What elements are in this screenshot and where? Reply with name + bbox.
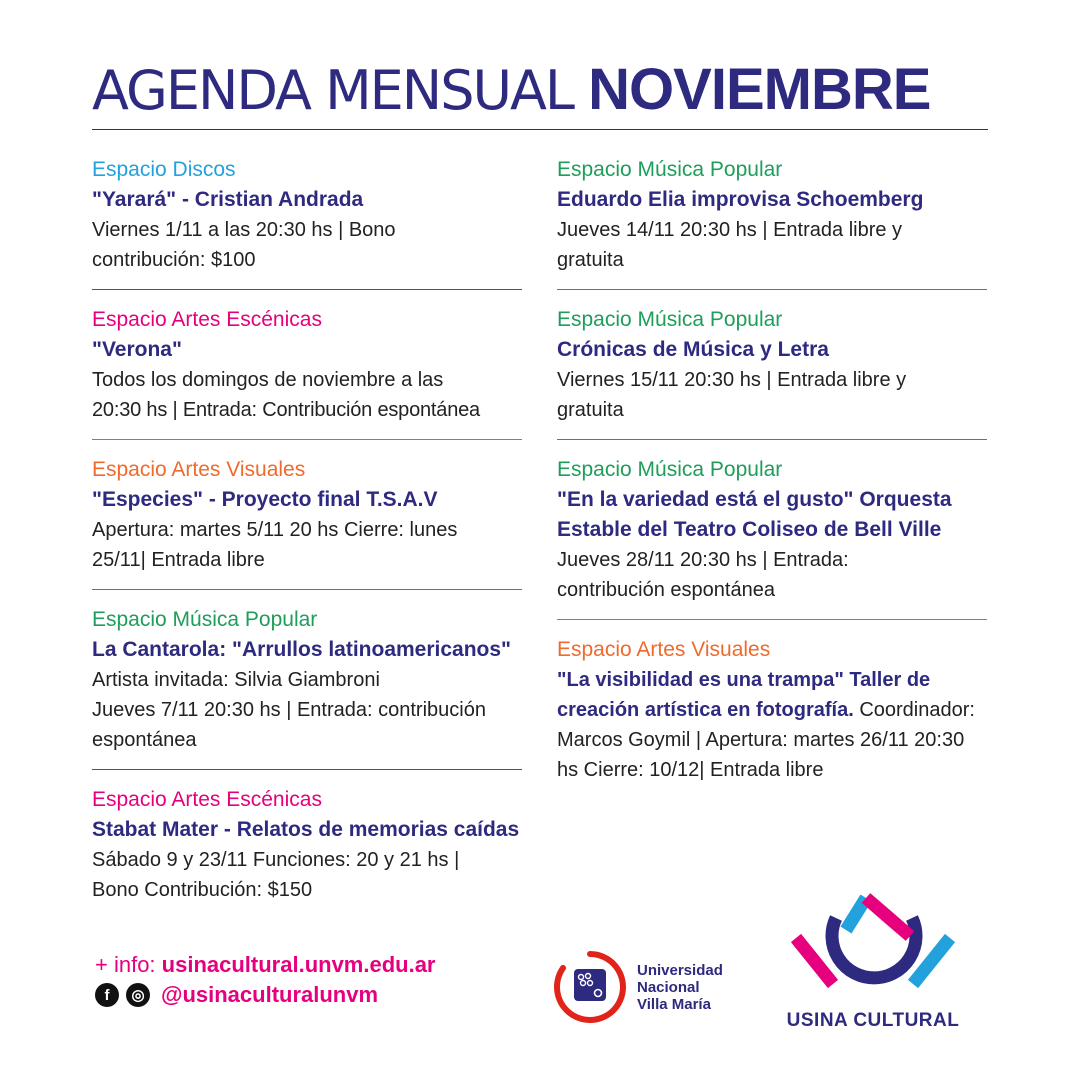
event-details: Viernes 1/11 a las 20:30 hs | Bono xyxy=(92,219,396,241)
event-details: Artista invitada: Silvia Giambroni xyxy=(92,669,380,691)
event-title: Crónicas de Música y Letra xyxy=(557,338,829,361)
event-title: "Especies" - Proyecto final T.S.A.V xyxy=(92,488,438,511)
info-line xyxy=(95,950,436,980)
event-item xyxy=(557,155,987,290)
event-item xyxy=(92,605,522,770)
event-item xyxy=(557,305,987,440)
unvm-line: Villa María xyxy=(637,995,711,1013)
event-title: "La visibilidad es una trampa" Taller de creación artística en fotografía. xyxy=(557,669,931,721)
event-category: Espacio Música Popular xyxy=(92,608,318,631)
events-column-left xyxy=(92,155,522,934)
page-title xyxy=(92,55,930,126)
event-details: gratuita xyxy=(557,399,624,421)
unvm-line: Nacional xyxy=(637,978,700,996)
event-details: Bono Contribución: $150 xyxy=(92,879,313,901)
event-title: Stabat Mater - Relatos de memorias caídas xyxy=(92,818,520,841)
event-category: Espacio Música Popular xyxy=(557,458,783,481)
event-item xyxy=(92,455,522,590)
title-divider xyxy=(92,129,988,130)
event-category: Espacio Artes Visuales xyxy=(92,458,306,481)
usina-wordmark: USINA CULTURAL xyxy=(786,1010,960,1031)
footer-contact xyxy=(95,950,436,1008)
social-handle[interactable]: @usinaculturalunvm xyxy=(161,982,379,1007)
event-category: Espacio Artes Escénicas xyxy=(92,788,322,811)
unvm-logo xyxy=(553,950,723,1024)
social-line xyxy=(95,982,436,1008)
info-label: + info: xyxy=(95,952,162,977)
event-details: Sábado 9 y 23/11 Funciones: 20 y 21 hs | xyxy=(92,849,460,871)
event-details: Todos los domingos de noviembre a las xyxy=(92,369,444,391)
event-title: "Verona" xyxy=(92,338,182,361)
event-details: Jueves 7/11 20:30 hs | Entrada: contribución xyxy=(92,699,486,721)
event-details: Jueves 14/11 20:30 hs | Entrada libre y xyxy=(557,219,903,241)
event-details: 25/11| Entrada libre xyxy=(92,549,265,571)
info-link[interactable]: usinacultural.unvm.edu.ar xyxy=(161,952,436,977)
event-details: Coordinador: Marcos Goymil | Apertura: martes 26/11 20:30 hs Cierre: 10/12| Entrada libre xyxy=(557,699,975,781)
unvm-wordmark xyxy=(637,962,723,1013)
event-category: Espacio Música Popular xyxy=(557,158,783,181)
event-details: contribución espontánea xyxy=(557,579,775,601)
event-details: Apertura: martes 5/11 20 hs Cierre: lunes xyxy=(92,519,458,541)
event-details: contribución: $100 xyxy=(92,249,256,271)
event-item xyxy=(92,305,522,440)
event-details: espontánea xyxy=(92,729,197,751)
title-month: NOVIEMBRE xyxy=(588,57,931,122)
event-item xyxy=(92,155,522,290)
event-category: Espacio Música Popular xyxy=(557,308,783,331)
event-category: Espacio Artes Visuales xyxy=(557,638,771,661)
event-item xyxy=(92,785,522,919)
usina-emblem-icon xyxy=(778,888,968,1008)
event-details-inline xyxy=(557,665,987,785)
events-column-right xyxy=(557,155,987,814)
usina-cultural-logo xyxy=(778,888,968,1038)
event-details: Jueves 28/11 20:30 hs | Entrada: xyxy=(557,549,849,571)
event-details: 20:30 hs | Entrada: Contribución espontánea xyxy=(92,399,480,421)
event-details: Viernes 15/11 20:30 hs | Entrada libre y xyxy=(557,369,907,391)
event-item xyxy=(557,455,987,620)
event-item xyxy=(557,635,987,799)
unvm-line: Universidad xyxy=(637,961,723,979)
event-title: La Cantarola: "Arrullos latinoamericanos" xyxy=(92,638,512,661)
facebook-icon[interactable]: f xyxy=(95,983,119,1007)
instagram-icon[interactable]: ◎ xyxy=(126,983,150,1007)
event-category: Espacio Discos xyxy=(92,158,236,181)
event-category: Espacio Artes Escénicas xyxy=(92,308,322,331)
title-light: AGENDA MENSUAL xyxy=(92,59,574,122)
event-title: "En la variedad está el gusto" Orquesta Estable del Teatro Coliseo de Bell Ville xyxy=(557,488,952,541)
event-details: gratuita xyxy=(557,249,624,271)
unvm-emblem-icon xyxy=(553,950,627,1024)
event-title: Eduardo Elia improvisa Schoemberg xyxy=(557,188,924,211)
event-title: "Yarará" - Cristian Andrada xyxy=(92,188,364,211)
